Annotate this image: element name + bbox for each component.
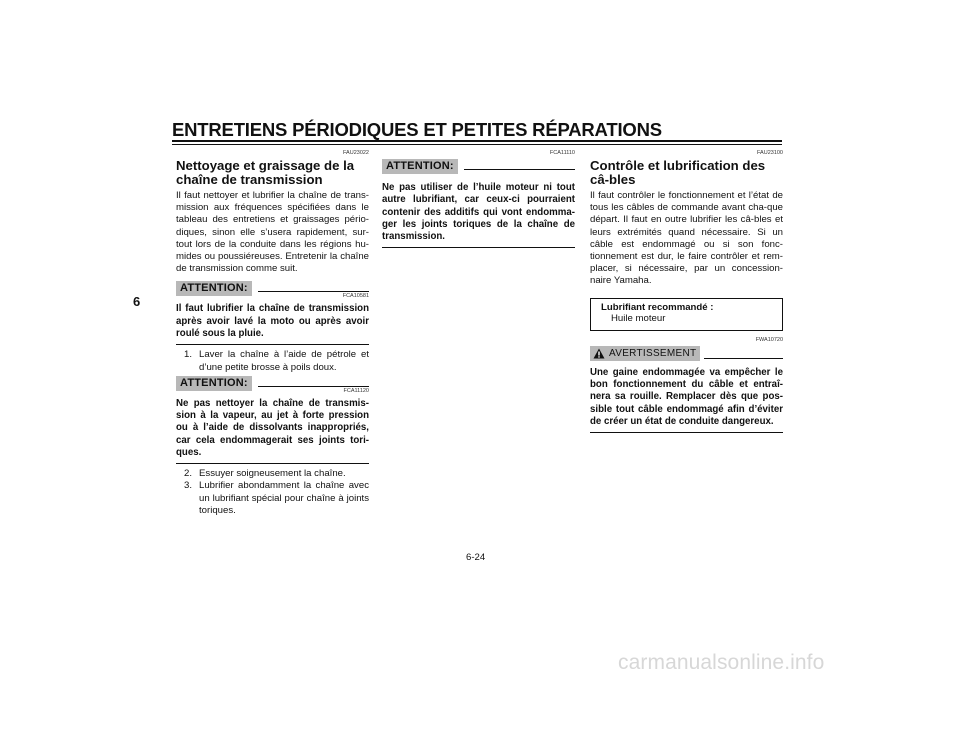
attention-end-rule xyxy=(382,247,575,248)
page-header-title: ENTRETIENS PÉRIODIQUES ET PETITES RÉPARATIONS xyxy=(172,119,662,140)
watermark: carmanualsonline.info xyxy=(618,651,825,674)
recommended-lubricant-box xyxy=(590,298,783,331)
step-item xyxy=(176,349,369,373)
steps-list xyxy=(176,468,369,517)
warning-rule xyxy=(704,358,783,359)
chapter-number: 6 xyxy=(133,294,141,309)
page-number: 6-24 xyxy=(466,552,486,563)
chapter-tab xyxy=(127,290,167,730)
attention-label: ATTENTION: xyxy=(176,376,252,391)
warning-triangle-icon xyxy=(593,348,605,359)
attention-rule xyxy=(258,386,369,387)
attention-reference-code: FCA11110 xyxy=(549,150,575,156)
warning-label-box xyxy=(590,346,700,361)
step-item xyxy=(176,480,369,517)
attention-label: ATTENTION: xyxy=(176,281,252,296)
reference-code: FAU23100 xyxy=(757,150,783,156)
step-text: Lubrifier abondamment la chaîne avec un lubrifiant spécial pour chaîne à joints toriques. xyxy=(199,480,369,516)
warning-text: Une gaine endommagée va empêcher le bon fonctionnement du câble et entraî-nera sa rouille. Remplacer dès que pos-sible tout câble endommagé afin d’éviter de créer un état de conduite dangereux. xyxy=(590,366,783,427)
attention-box xyxy=(382,159,575,248)
reference-code: FAU23022 xyxy=(343,150,369,156)
step-number: 1. xyxy=(184,349,193,361)
attention-rule xyxy=(258,291,369,292)
header-rule xyxy=(172,140,782,142)
attention-end-rule xyxy=(176,463,369,464)
step-text: Essuyer soigneusement la chaîne. xyxy=(199,468,346,480)
header-rule-thin xyxy=(172,144,782,145)
recommended-lubricant-value: Huile moteur xyxy=(611,313,666,325)
section-title-chain: Nettoyage et graissage de la chaîne de transmission xyxy=(176,158,355,187)
recommended-lubricant-label: Lubrifiant recommandé : xyxy=(601,301,714,313)
attention-box xyxy=(176,376,369,464)
step-text: Laver la chaîne à l’aide de pétrole et d’une petite brosse à poils doux. xyxy=(199,349,369,373)
warning-reference-code: FWA10720 xyxy=(755,336,783,343)
step-item xyxy=(176,468,369,480)
column-middle xyxy=(382,150,575,248)
step-number: 2. xyxy=(184,468,193,480)
section-title-cables: Contrôle et lubrification des câ-bles xyxy=(590,158,766,187)
attention-box xyxy=(176,281,369,345)
attention-reference-code: FCA10581 xyxy=(342,293,369,300)
chain-intro-text: Il faut nettoyer et lubrifier la chaîne de trans-mission aux fréquences spécifiées dans le tableau des entretiens et graissages pério-diques, sinon elle s’usera rapidement, sur-tout lors de la conduite dans les régions hu-mides ou poussiéreuses. Entretenir la chaîne de transmission comme suit. xyxy=(176,190,369,275)
attention-label: ATTENTION: xyxy=(382,159,458,174)
warning-end-rule xyxy=(590,432,783,433)
step-number: 3. xyxy=(184,480,193,492)
warning-header xyxy=(590,346,783,361)
steps-list xyxy=(176,349,369,373)
column-left xyxy=(176,150,369,517)
attention-text: Ne pas nettoyer la chaîne de transmis-sion à la vapeur, au jet à forte pression ou à l’aide de dissolvants inappropriés, car cela endommagerait ses joints tori-ques. xyxy=(176,397,369,458)
cables-intro-text: Il faut contrôler le fonctionnement et l’état de tous les câbles de commande avant cha-que départ. Il faut en outre lubrifier les câ-bles et leurs extrémités quand nécessaire. Si un câble est endommagé ou si son fonc-tionnement est dur, le faire contrôler et rem-placer, si nécessaire, par un concession-naire Yamaha. xyxy=(590,190,783,287)
attention-end-rule xyxy=(176,344,369,345)
attention-reference-code: FCA11120 xyxy=(343,387,369,394)
attention-text: Ne pas utiliser de l’huile moteur ni tout autre lubrifiant, car ceux-ci pourraient contenir des additifs qui vont endomma-ger les joints toriques de la chaîne de transmission. xyxy=(382,182,575,243)
attention-text: Il faut lubrifier la chaîne de transmission après avoir lavé la moto ou après avoir roulé sous la pluie. xyxy=(176,303,369,340)
warning-label: AVERTISSEMENT xyxy=(609,347,697,359)
attention-rule xyxy=(464,169,575,170)
column-right xyxy=(590,150,783,433)
attention-header xyxy=(382,159,575,174)
